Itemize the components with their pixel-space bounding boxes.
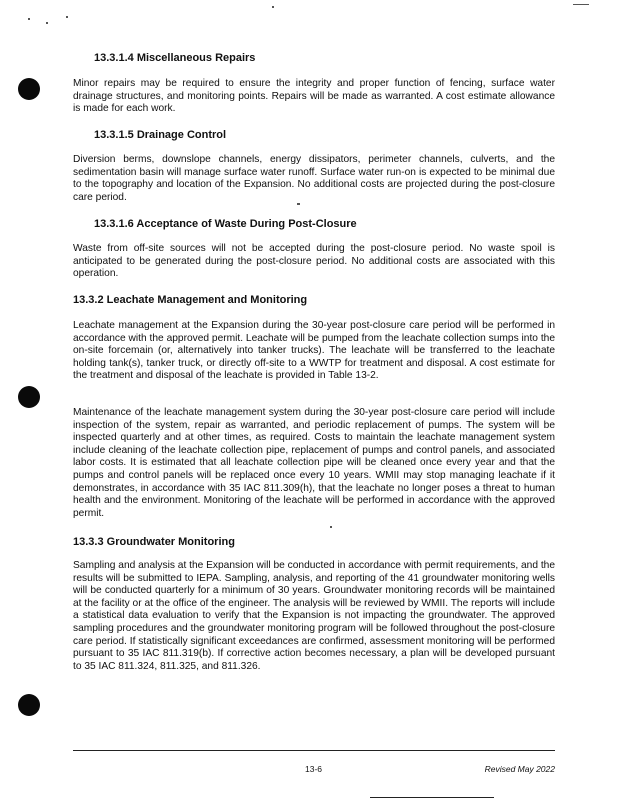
footer-underline [370,797,494,798]
paragraph-drainage-control: Diversion berms, downslope channels, energy dissipators, perimeter channels, culverts, and the sedimentation basin will manage surface water runoff. Surface water run-on is expected to be minimal due to the topography and location of the Expansion. No additional costs are projected during the post-closure care period. [73,154,555,203]
scan-speck [330,526,332,528]
scan-speck [573,4,589,5]
punch-hole [18,694,40,716]
paragraph-groundwater: Sampling and analysis at the Expansion will be conducted in accordance with permit requirements, and the results will be submitted to IEPA. Sampling, analysis, and reporting of the 41 groundwater monitoring wells will be conducted quarterly for a minimum of 30 years. Groundwater monitoring records will be maintained at the facility or at the office of the engineer. The analysis will be reviewed by WMII. The reports will include a statistical data evaluation to verify that the Expansion is not impacting the groundwater. The approved sampling procedures and the groundwater monitoring program will be followed throughout the post-closure care period. If statistically significant exceedances are confirmed, assessment monitoring will be performed pursuant to 35 IAC 811.319(b). If corrective action becomes necessary, a plan will be developed pursuant to 35 IAC 811.324, 811.325, and 811.326. [73,560,555,672]
footer-divider [73,750,555,751]
scan-speck [66,16,68,18]
revision-date: Revised May 2022 [484,764,555,774]
section-heading-waste-acceptance: 13.3.1.6 Acceptance of Waste During Post-Closure [94,218,357,230]
page-number: 13-6 [305,764,323,774]
paragraph-waste-acceptance: Waste from off-site sources will not be accepted during the post-closure period. No waste spoil is anticipated to be generated during the post-closure period. No additional costs are associated with this operation. [73,243,555,280]
paragraph-misc-repairs: Minor repairs may be required to ensure the integrity and proper function of fencing, surface water drainage structures, and monitoring points. Repairs will be made as warranted. A cost estimate allowance is made for each work. [73,78,555,115]
punch-hole [18,386,40,408]
section-heading-groundwater: 13.3.3 Groundwater Monitoring [73,536,235,548]
paragraph-leachate-maintenance: Maintenance of the leachate management system during the 30-year post-closure care period will include inspection of the system, repair as warranted, and periodic replacement of pumps. The system will be inspected quarterly and at other times, as required. Costs to maintain the leachate management system include cleaning of the leachate collection pipe, replacement of pumps and control panels, and associated labor costs. It is estimated that all leachate collection pipe will be cleaned once every year and that the pumps and control panels will be replaced once every 10 years. WMII may stop managing leachate if it demonstrates, in accordance with 35 IAC 811.309(h), that the leachate no longer poses a threat to human health and the environment. Monitoring of the leachate will be performed in accordance with the approved permit. [73,407,555,519]
paragraph-leachate-management: Leachate management at the Expansion during the 30-year post-closure care period will be performed in accordance with the approved permit. Leachate will be pumped from the leachate collection sumps into the on-site forcemain (or, alternatively into tanker trucks). The leachate will be transferred to the leachate holding tank(s), tanker truck, or directly off-site to a WWTP for treatment and disposal. A cost estimate for the treatment and disposal of the leachate is provided in Table 13-2. [73,320,555,382]
scan-speck [272,6,274,8]
section-heading-misc-repairs: 13.3.1.4 Miscellaneous Repairs [94,52,256,64]
scan-speck [28,18,30,20]
scan-speck [46,22,48,24]
punch-hole [18,78,40,100]
section-heading-drainage-control: 13.3.1.5 Drainage Control [94,129,227,141]
section-heading-leachate: 13.3.2 Leachate Management and Monitoring [73,294,308,306]
